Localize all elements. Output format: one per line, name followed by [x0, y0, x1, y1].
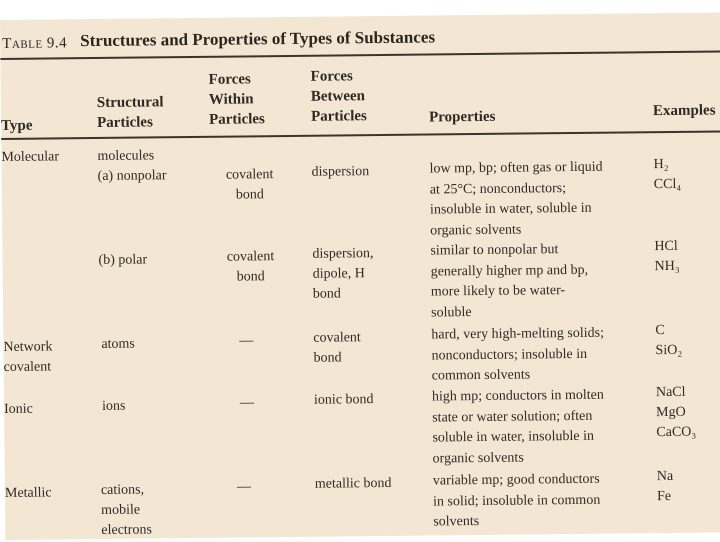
table-page: [0, 12, 720, 540]
header-forces-within: Forces Within Particles: [208, 71, 265, 128]
cell-properties-polar: similar to nonpolar but generally higher mp and bp, more likely to be water- soluble: [430, 242, 589, 321]
header-examples: Examples: [652, 102, 716, 120]
cell-within-polar: covalent bond: [226, 249, 275, 285]
cell-type-ionic: Ionic: [4, 401, 33, 417]
cell-between-metallic: metallic bond: [314, 475, 392, 492]
cell-properties-nonpolar: low mp, bp; often gas or liquid at 25°C; nonconductors; insoluble in water, soluble in organic solvents: [429, 159, 603, 239]
cell-within-metallic: —: [236, 479, 251, 495]
cell-within-nonpolar: covalent bond: [225, 167, 274, 203]
header-forces-between: Forces Between Particles: [310, 68, 367, 125]
cell-type-network-covalent: Network covalent: [3, 339, 53, 375]
cell-properties-metallic: variable mp; good conductors in solid; insoluble in common solvents: [432, 471, 601, 530]
cell-examples-metallic: Na Fe: [656, 468, 674, 505]
cell-between-polar: dispersion, dipole, H bond: [312, 246, 374, 302]
table-number: Table 9.4: [2, 35, 68, 52]
header-properties: Properties: [428, 108, 496, 126]
cell-structural-polar: (b) polar: [98, 252, 148, 268]
cell-within-ionic: —: [239, 395, 255, 411]
table-title: Structures and Properties of Types of Substances: [80, 27, 436, 51]
cell-type-molecular: Molecular: [1, 149, 60, 165]
cell-properties-ionic: high mp; conductors in molten state or water solution; often soluble in water, insoluble in organic solvents: [431, 387, 604, 466]
cell-examples-polar: HCl NH₃: [654, 238, 680, 275]
cell-structural-nonpolar: molecules (a) nonpolar: [97, 148, 167, 184]
cell-between-network: covalent bond: [313, 330, 361, 366]
header-structural-particles: Structural Particles: [96, 94, 164, 131]
cell-between-nonpolar: dispersion: [311, 164, 370, 180]
cell-type-metallic: Metallic: [4, 485, 52, 501]
cell-examples-ionic: NaCl MgO CaCO₃: [655, 384, 697, 441]
cell-properties-network: hard, very high-melting solids; nonconductors; insoluble in common solvents: [431, 325, 605, 384]
cell-within-network: —: [239, 333, 254, 349]
cell-examples-nonpolar: H₂ CCl₄: [653, 157, 682, 193]
header-type: Type: [1, 117, 33, 134]
cell-structural-metallic: cations, mobile electrons: [100, 482, 152, 538]
top-rule: [0, 50, 720, 60]
cell-between-ionic: ionic bond: [313, 392, 374, 408]
cell-structural-network: atoms: [101, 336, 135, 352]
cell-examples-network: C SiO₂: [655, 323, 683, 359]
cell-structural-ionic: ions: [101, 398, 126, 414]
